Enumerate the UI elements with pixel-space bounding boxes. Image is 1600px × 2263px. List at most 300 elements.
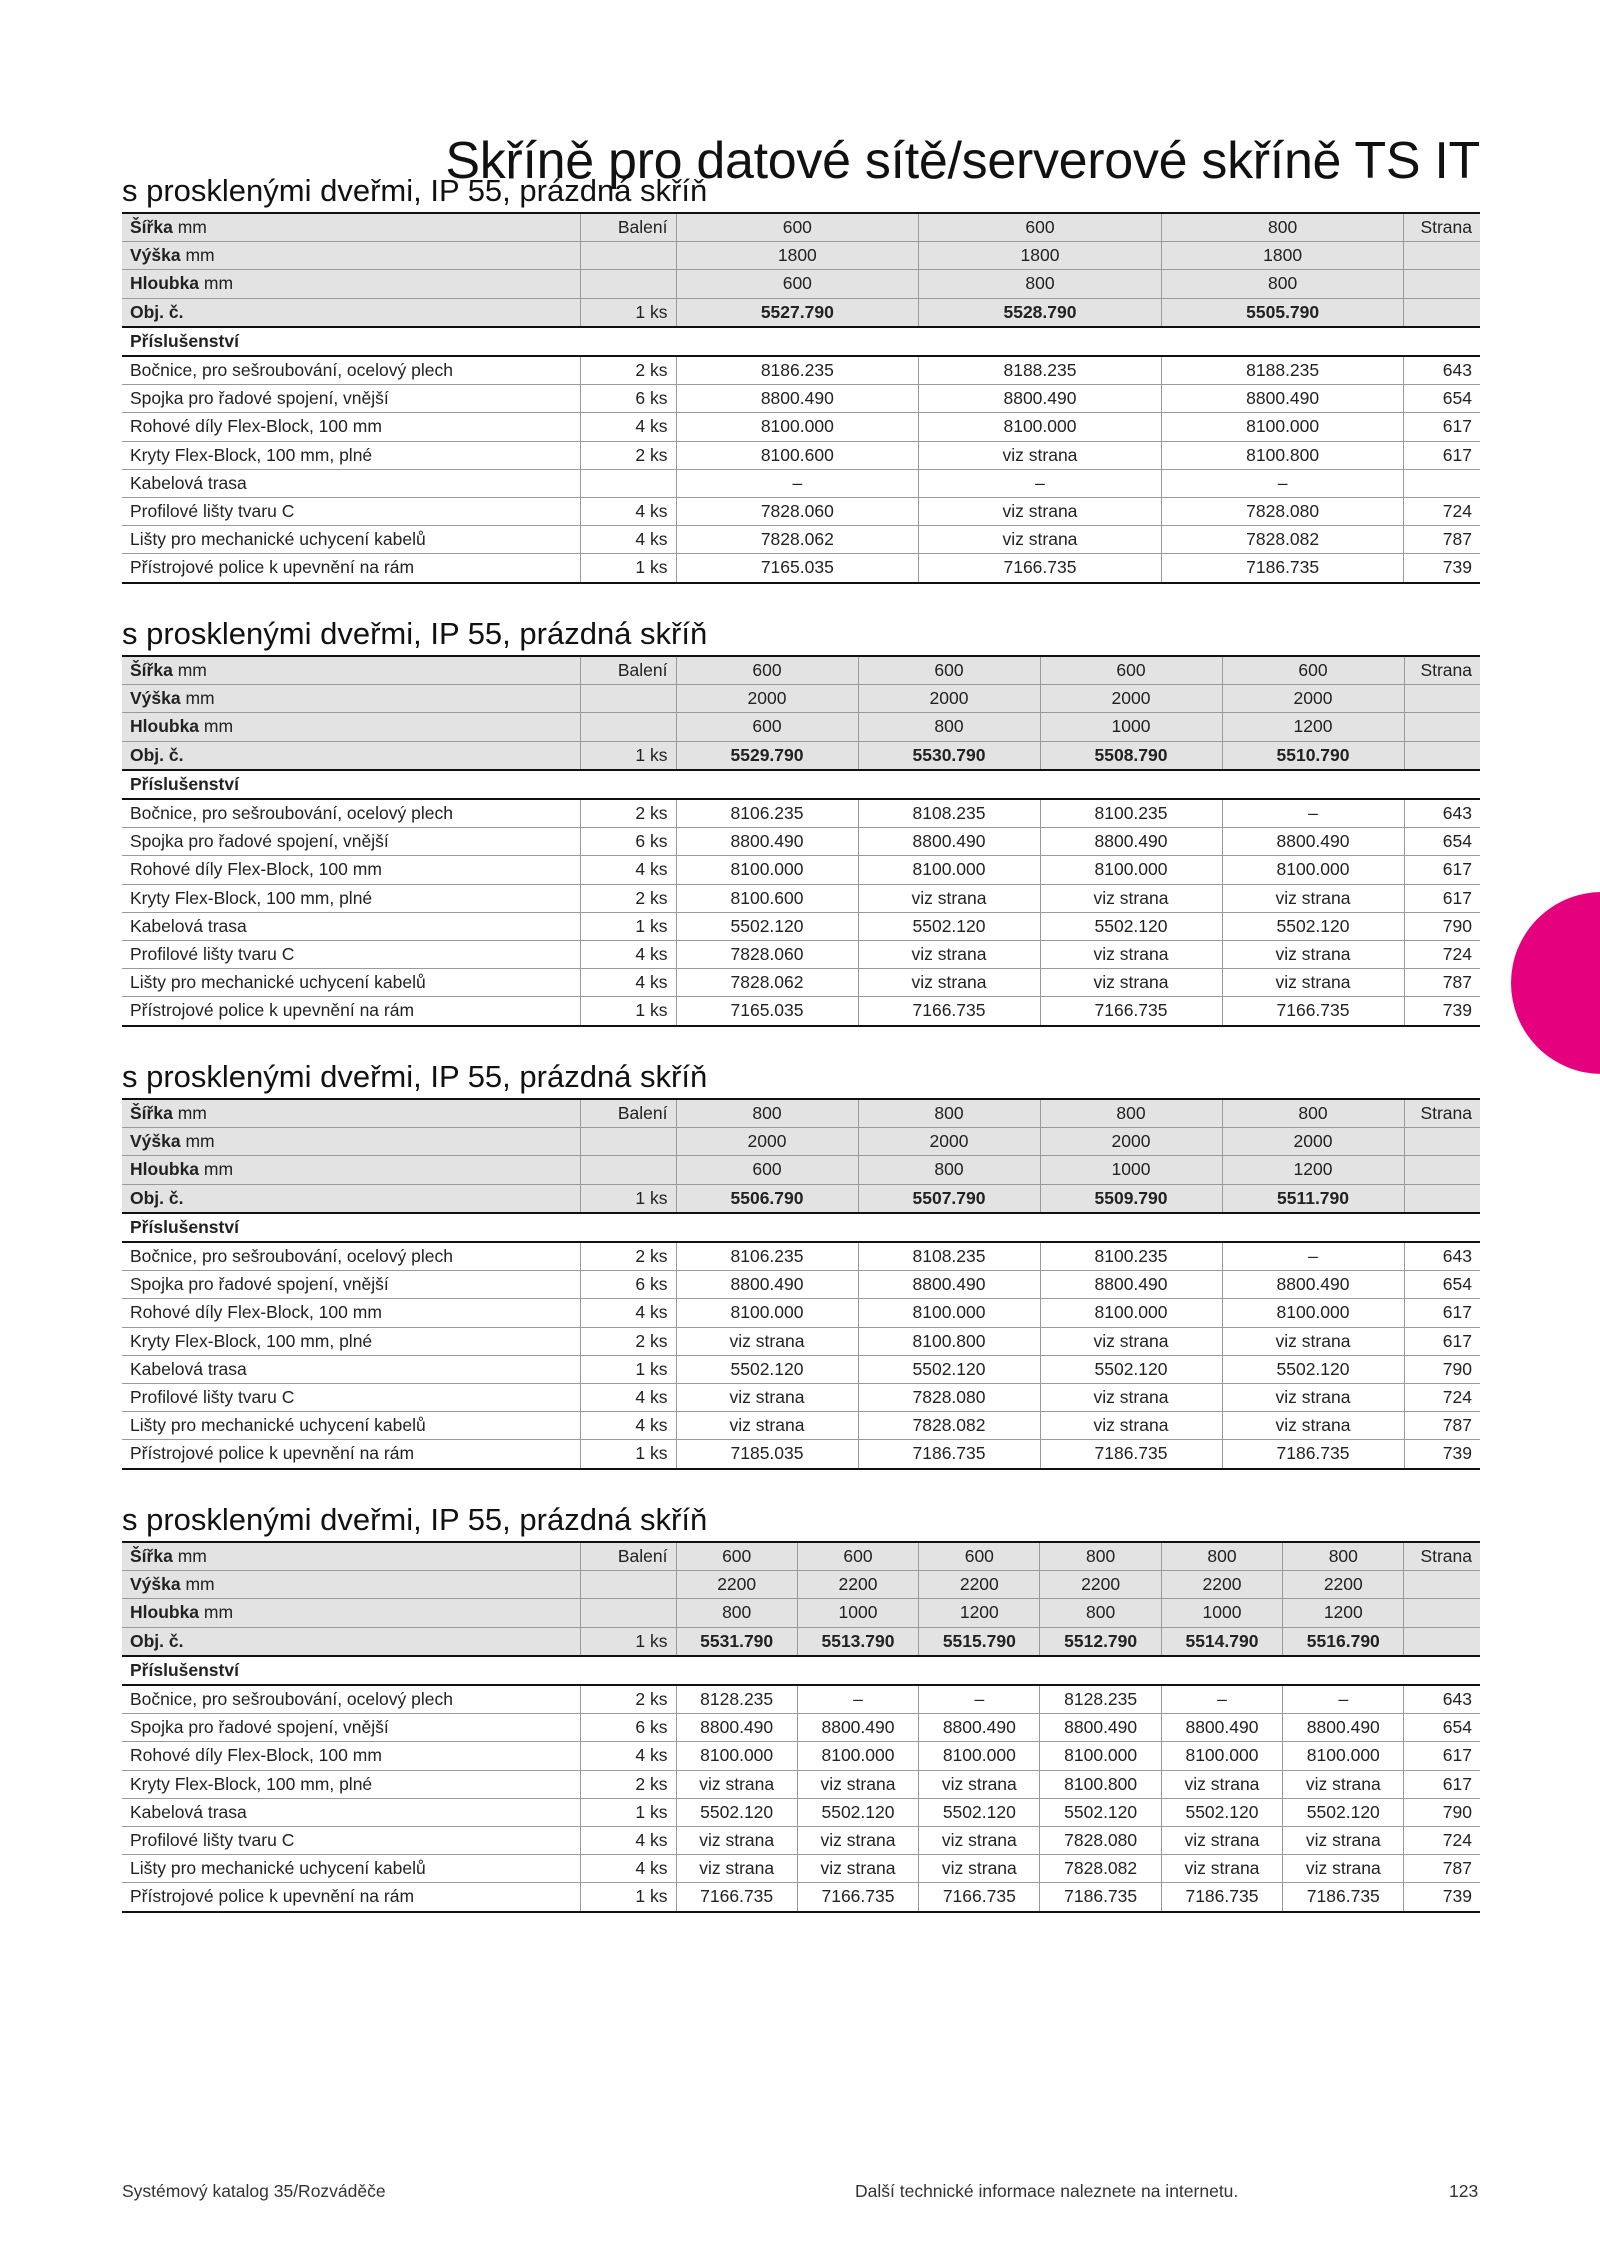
height-row-value: 2000 [676, 1128, 858, 1156]
accessory-order-number: 7186.735 [1161, 1883, 1282, 1912]
width-row-value: 600 [1040, 656, 1222, 685]
accessory-order-number: 8100.000 [676, 1299, 858, 1327]
height-row-page [1404, 242, 1480, 270]
order-number-row-value: 5527.790 [676, 298, 919, 327]
width-row [122, 213, 1480, 242]
accessory-order-number: 7186.735 [1161, 554, 1404, 583]
accessory-name: Lišty pro mechanické uchycení kabelů [122, 526, 580, 554]
accessory-order-number: viz strana [1222, 1384, 1404, 1412]
order-number-row [122, 298, 1480, 327]
footer-catalog-name: Systémový katalog 35/Rozváděče [122, 2181, 386, 2201]
accessory-name: Přístrojové police k upevnění na rám [122, 1883, 580, 1912]
order-number-row-value: 5509.790 [1040, 1184, 1222, 1213]
depth-row-value: 1200 [1222, 713, 1404, 741]
accessory-order-number: 8100.000 [1040, 1299, 1222, 1327]
order-number-row-value: 5516.790 [1283, 1627, 1404, 1656]
accessory-order-number: 8800.490 [1161, 385, 1404, 413]
accessory-name: Spojka pro řadové spojení, vnější [122, 385, 580, 413]
accessory-order-number: 7166.735 [797, 1883, 918, 1912]
accessory-page-ref: 643 [1404, 1685, 1480, 1714]
accessory-order-number: viz strana [1222, 969, 1404, 997]
accessory-row [122, 912, 1480, 940]
accessory-pack: 4 ks [580, 969, 676, 997]
height-row-value: 2200 [797, 1571, 918, 1599]
depth-row-label: Hloubka mm [122, 270, 580, 298]
height-row-value: 2000 [676, 685, 858, 713]
accessory-order-number: 7828.080 [1040, 1827, 1161, 1855]
accessory-order-number: viz strana [1222, 941, 1404, 969]
depth-row-label: Hloubka mm [122, 1156, 580, 1184]
accessory-order-number: 8100.000 [1222, 1299, 1404, 1327]
order-number-row-pack: 1 ks [580, 741, 676, 770]
order-number-row [122, 1184, 1480, 1213]
height-row-value: 2200 [1161, 1571, 1282, 1599]
accessory-pack: 6 ks [580, 828, 676, 856]
accessory-order-number: 7185.035 [676, 1440, 858, 1469]
accessory-order-number: 8100.000 [1040, 856, 1222, 884]
accessories-heading: Příslušenství [122, 770, 1480, 799]
accessory-page-ref: 724 [1404, 1827, 1480, 1855]
width-row-value: 600 [676, 213, 919, 242]
accessory-order-number: 7828.082 [858, 1412, 1040, 1440]
accessory-pack: 6 ks [580, 1714, 676, 1742]
width-row-page: Strana [1404, 213, 1480, 242]
accessory-order-number: 8100.000 [676, 413, 919, 441]
accessory-pack: 2 ks [580, 356, 676, 385]
accessory-order-number: 7186.735 [1040, 1440, 1222, 1469]
accessory-row [122, 1384, 1480, 1412]
width-row-pack: Balení [580, 656, 676, 685]
width-row-value: 600 [919, 213, 1162, 242]
accessories-heading-row [122, 1213, 1480, 1242]
order-number-row-value: 5510.790 [1222, 741, 1404, 770]
height-row-value: 2200 [1040, 1571, 1161, 1599]
accessory-order-number: 8100.000 [1161, 413, 1404, 441]
accessory-row [122, 828, 1480, 856]
spec-table [122, 655, 1480, 1027]
accessory-pack: 4 ks [580, 1412, 676, 1440]
accessory-name: Přístrojové police k upevnění na rám [122, 1440, 580, 1469]
accessory-order-number: viz strana [1283, 1827, 1404, 1855]
order-number-row-value: 5530.790 [858, 741, 1040, 770]
accessory-order-number: 8106.235 [676, 799, 858, 828]
accessory-name: Kabelová trasa [122, 1355, 580, 1383]
width-row-value: 800 [1161, 1542, 1282, 1571]
height-row-page [1404, 1571, 1480, 1599]
accessory-pack: 2 ks [580, 1327, 676, 1355]
depth-row-value: 800 [919, 270, 1162, 298]
footer-page-number: 123 [1449, 2181, 1479, 2201]
accessories-heading-row [122, 327, 1480, 356]
accessory-order-number: 5502.120 [1222, 912, 1404, 940]
depth-row-value: 800 [858, 1156, 1040, 1184]
accessory-order-number: – [797, 1685, 918, 1714]
accessory-order-number: viz strana [919, 1855, 1040, 1883]
height-row-value: 1800 [676, 242, 919, 270]
accessory-order-number: viz strana [1040, 969, 1222, 997]
accessory-row [122, 554, 1480, 583]
width-row-pack: Balení [580, 1542, 676, 1571]
order-number-row-value: 5505.790 [1161, 298, 1404, 327]
accessory-order-number: viz strana [1161, 1770, 1282, 1798]
accessory-order-number: 7828.062 [676, 526, 919, 554]
spec-section [122, 615, 1480, 1027]
accessory-pack: 1 ks [580, 1883, 676, 1912]
width-row-page: Strana [1404, 1099, 1480, 1128]
accessories-heading: Příslušenství [122, 1213, 1480, 1242]
accessory-order-number: 8108.235 [858, 799, 1040, 828]
order-number-row-value: 5513.790 [797, 1627, 918, 1656]
accessory-order-number: viz strana [676, 1384, 858, 1412]
accessory-order-number: 8100.800 [1161, 441, 1404, 469]
spec-table [122, 1541, 1480, 1913]
accessory-order-number: 7186.735 [1222, 1440, 1404, 1469]
accessory-pack: 1 ks [580, 1440, 676, 1469]
height-row-value: 2200 [1283, 1571, 1404, 1599]
accessory-name: Kryty Flex-Block, 100 mm, plné [122, 884, 580, 912]
accessory-name: Lišty pro mechanické uchycení kabelů [122, 969, 580, 997]
accessory-order-number: 7828.080 [1161, 498, 1404, 526]
accessory-name: Lišty pro mechanické uchycení kabelů [122, 1855, 580, 1883]
accessory-order-number: 8800.490 [1283, 1714, 1404, 1742]
accessory-order-number: 8100.235 [1040, 1242, 1222, 1271]
accessory-order-number: 7828.060 [676, 498, 919, 526]
accessory-page-ref: 654 [1404, 1271, 1480, 1299]
accessory-pack: 6 ks [580, 1271, 676, 1299]
height-row-value: 2200 [919, 1571, 1040, 1599]
depth-row-value: 800 [858, 713, 1040, 741]
accessory-order-number: viz strana [1040, 884, 1222, 912]
height-row-page [1404, 1128, 1480, 1156]
height-row-page [1404, 685, 1480, 713]
accessory-page-ref: 617 [1404, 413, 1480, 441]
accessory-order-number: viz strana [1040, 941, 1222, 969]
accessory-page-ref: 654 [1404, 828, 1480, 856]
accessory-row [122, 356, 1480, 385]
accessory-row [122, 1855, 1480, 1883]
accessory-page-ref: 790 [1404, 912, 1480, 940]
accessory-page-ref: 790 [1404, 1355, 1480, 1383]
accessory-page-ref: 643 [1404, 799, 1480, 828]
accessory-order-number: 8800.490 [858, 828, 1040, 856]
accessory-pack: 4 ks [580, 526, 676, 554]
depth-row-value: 800 [1161, 270, 1404, 298]
depth-row [122, 270, 1480, 298]
accessory-row [122, 1742, 1480, 1770]
accessory-order-number: 8100.000 [1161, 1742, 1282, 1770]
accessory-pack: 4 ks [580, 1827, 676, 1855]
accessory-order-number: viz strana [1283, 1855, 1404, 1883]
accessory-pack: 4 ks [580, 941, 676, 969]
accessory-order-number: 5502.120 [797, 1798, 918, 1826]
accessory-page-ref: 654 [1404, 1714, 1480, 1742]
depth-row-value: 1000 [1040, 1156, 1222, 1184]
accessory-name: Přístrojové police k upevnění na rám [122, 997, 580, 1026]
accessory-order-number: viz strana [858, 941, 1040, 969]
accessory-order-number: 8106.235 [676, 1242, 858, 1271]
accessory-pack: 6 ks [580, 385, 676, 413]
page-title: Skříně pro datové sítě/serverové skříně TS IT [445, 131, 1480, 190]
width-row-value: 800 [1040, 1099, 1222, 1128]
order-number-row-value: 5528.790 [919, 298, 1162, 327]
height-row [122, 1128, 1480, 1156]
height-row [122, 685, 1480, 713]
accessory-row [122, 884, 1480, 912]
width-row-value: 800 [1222, 1099, 1404, 1128]
depth-row-pack [580, 713, 676, 741]
accessory-name: Rohové díly Flex-Block, 100 mm [122, 413, 580, 441]
spec-table [122, 1098, 1480, 1470]
accessory-order-number: viz strana [919, 498, 1162, 526]
width-row-label: Šířka mm [122, 1099, 580, 1128]
accessory-order-number: 7186.735 [858, 1440, 1040, 1469]
accessory-pack: 4 ks [580, 1384, 676, 1412]
depth-row-value: 600 [676, 1156, 858, 1184]
width-row [122, 656, 1480, 685]
section-title: s prosklenými dveřmi, IP 55, prázdná skříň [122, 173, 708, 208]
accessory-row [122, 385, 1480, 413]
accessory-order-number: 7828.062 [676, 969, 858, 997]
accessory-name: Přístrojové police k upevnění na rám [122, 554, 580, 583]
accessory-order-number: 5502.120 [1040, 912, 1222, 940]
depth-row-value: 600 [676, 270, 919, 298]
accessory-pack: 4 ks [580, 498, 676, 526]
depth-row-page [1404, 1156, 1480, 1184]
accessory-page-ref: 617 [1404, 1770, 1480, 1798]
accessory-order-number: 5502.120 [1161, 1798, 1282, 1826]
accessory-order-number: 8800.490 [1040, 1271, 1222, 1299]
accessory-name: Kabelová trasa [122, 1798, 580, 1826]
width-row-value: 800 [1283, 1542, 1404, 1571]
accessory-pack: 4 ks [580, 856, 676, 884]
accessory-pack: 2 ks [580, 1770, 676, 1798]
accessory-row [122, 1440, 1480, 1469]
width-row-value: 600 [858, 656, 1040, 685]
spec-section [122, 1058, 1480, 1470]
width-row-label: Šířka mm [122, 656, 580, 685]
accessories-heading: Příslušenství [122, 1656, 1480, 1685]
accessory-pack: 2 ks [580, 799, 676, 828]
order-number-row-page [1404, 1627, 1480, 1656]
accessory-pack: 4 ks [580, 413, 676, 441]
width-row [122, 1099, 1480, 1128]
accessory-page-ref: 617 [1404, 1299, 1480, 1327]
accessory-order-number: 8100.600 [676, 884, 858, 912]
accessory-order-number: 8800.490 [1040, 1714, 1161, 1742]
width-row-pack: Balení [580, 213, 676, 242]
order-number-row-value: 5514.790 [1161, 1627, 1282, 1656]
accessory-page-ref: 787 [1404, 1855, 1480, 1883]
accessory-order-number: – [1283, 1685, 1404, 1714]
accessory-order-number: 8800.490 [797, 1714, 918, 1742]
section-tab-marker [1511, 892, 1600, 1074]
accessory-row [122, 1327, 1480, 1355]
accessory-row [122, 1827, 1480, 1855]
accessory-order-number: 8800.490 [919, 385, 1162, 413]
accessory-order-number: 8800.490 [1222, 1271, 1404, 1299]
accessory-order-number: 8100.000 [858, 1299, 1040, 1327]
accessory-order-number: viz strana [1222, 884, 1404, 912]
height-row-pack [580, 1128, 676, 1156]
footer-info-note: Další technické informace naleznete na internetu. [855, 2181, 1239, 2201]
accessory-order-number: 5502.120 [858, 912, 1040, 940]
accessory-pack: 2 ks [580, 1242, 676, 1271]
width-row-page: Strana [1404, 1542, 1480, 1571]
accessory-order-number: viz strana [1222, 1412, 1404, 1440]
accessory-pack: 1 ks [580, 554, 676, 583]
spec-section [122, 1501, 1480, 1913]
accessory-order-number: viz strana [919, 1827, 1040, 1855]
accessory-order-number: 5502.120 [1040, 1355, 1222, 1383]
accessory-pack: 4 ks [580, 1742, 676, 1770]
accessory-row [122, 1242, 1480, 1271]
accessory-order-number: 8100.800 [1040, 1770, 1161, 1798]
width-row-value: 800 [1040, 1542, 1161, 1571]
width-row-page: Strana [1404, 656, 1480, 685]
accessory-order-number: 7166.735 [1040, 997, 1222, 1026]
height-row-value: 1800 [1161, 242, 1404, 270]
accessory-order-number: viz strana [676, 1855, 797, 1883]
accessory-order-number: 7186.735 [1040, 1883, 1161, 1912]
depth-row-page [1404, 1599, 1480, 1627]
accessory-page-ref: 617 [1404, 856, 1480, 884]
accessory-order-number: 8800.490 [919, 1714, 1040, 1742]
height-row-value: 2000 [858, 685, 1040, 713]
accessory-order-number: viz strana [1040, 1412, 1222, 1440]
spec-section [122, 172, 1480, 584]
accessory-order-number: 8800.490 [1222, 828, 1404, 856]
accessory-page-ref [1404, 469, 1480, 497]
accessory-page-ref: 787 [1404, 969, 1480, 997]
accessory-order-number: viz strana [797, 1827, 918, 1855]
accessory-order-number: 8800.490 [1040, 828, 1222, 856]
accessory-name: Bočnice, pro sešroubování, ocelový plech [122, 356, 580, 385]
accessory-order-number: 8188.235 [1161, 356, 1404, 385]
accessory-row [122, 1798, 1480, 1826]
accessory-name: Spojka pro řadové spojení, vnější [122, 1714, 580, 1742]
accessory-page-ref: 617 [1404, 884, 1480, 912]
depth-row-page [1404, 270, 1480, 298]
accessory-order-number: 8100.000 [797, 1742, 918, 1770]
accessory-order-number: 8100.800 [858, 1327, 1040, 1355]
accessory-page-ref: 617 [1404, 1742, 1480, 1770]
accessory-order-number: 8100.000 [1040, 1742, 1161, 1770]
depth-row [122, 713, 1480, 741]
accessory-order-number: – [1222, 799, 1404, 828]
width-row-label: Šířka mm [122, 213, 580, 242]
order-number-row-label: Obj. č. [122, 1184, 580, 1213]
accessory-row [122, 526, 1480, 554]
accessory-page-ref: 643 [1404, 356, 1480, 385]
accessory-row [122, 1412, 1480, 1440]
height-row [122, 1571, 1480, 1599]
accessory-order-number: 8800.490 [1161, 1714, 1282, 1742]
accessory-page-ref: 739 [1404, 554, 1480, 583]
height-row [122, 242, 1480, 270]
accessory-name: Profilové lišty tvaru C [122, 1827, 580, 1855]
accessory-name: Spojka pro řadové spojení, vnější [122, 828, 580, 856]
accessory-page-ref: 724 [1404, 498, 1480, 526]
accessory-order-number: 7166.735 [919, 554, 1162, 583]
width-row-value: 800 [1161, 213, 1404, 242]
accessory-order-number: 7828.082 [1040, 1855, 1161, 1883]
depth-row-label: Hloubka mm [122, 1599, 580, 1627]
accessory-row [122, 1299, 1480, 1327]
accessory-order-number: 8800.490 [676, 828, 858, 856]
accessory-order-number: viz strana [676, 1770, 797, 1798]
accessory-order-number: viz strana [858, 884, 1040, 912]
accessory-page-ref: 724 [1404, 1384, 1480, 1412]
accessory-order-number: 8800.490 [676, 1271, 858, 1299]
depth-row-value: 1200 [919, 1599, 1040, 1627]
order-number-row-page [1404, 741, 1480, 770]
accessory-order-number: 7166.735 [1222, 997, 1404, 1026]
accessory-order-number: 7166.735 [919, 1883, 1040, 1912]
accessory-order-number: 8100.000 [919, 1742, 1040, 1770]
depth-row-value: 1000 [797, 1599, 918, 1627]
width-row-value: 600 [676, 656, 858, 685]
order-number-row-value: 5507.790 [858, 1184, 1040, 1213]
accessory-name: Kryty Flex-Block, 100 mm, plné [122, 441, 580, 469]
accessory-row [122, 1770, 1480, 1798]
accessory-row [122, 1355, 1480, 1383]
accessory-page-ref: 724 [1404, 941, 1480, 969]
accessory-order-number: viz strana [676, 1827, 797, 1855]
accessory-order-number: 5502.120 [1222, 1355, 1404, 1383]
accessory-name: Kabelová trasa [122, 469, 580, 497]
height-row-value: 2200 [676, 1571, 797, 1599]
height-row-value: 2000 [1040, 1128, 1222, 1156]
accessory-order-number: viz strana [1040, 1384, 1222, 1412]
accessory-order-number: 7186.735 [1283, 1883, 1404, 1912]
accessory-order-number: 8800.490 [676, 385, 919, 413]
accessory-order-number: 5502.120 [676, 1355, 858, 1383]
order-number-row-value: 5506.790 [676, 1184, 858, 1213]
order-number-row-value: 5515.790 [919, 1627, 1040, 1656]
order-number-row-label: Obj. č. [122, 298, 580, 327]
accessory-pack: 1 ks [580, 1355, 676, 1383]
accessory-order-number: 5502.120 [858, 1355, 1040, 1383]
depth-row-value: 800 [676, 1599, 797, 1627]
depth-row-pack [580, 1156, 676, 1184]
width-row-value: 600 [1222, 656, 1404, 685]
order-number-row-label: Obj. č. [122, 1627, 580, 1656]
accessory-row [122, 1714, 1480, 1742]
height-row-label: Výška mm [122, 685, 580, 713]
accessory-order-number: 5502.120 [676, 912, 858, 940]
depth-row-value: 1200 [1283, 1599, 1404, 1627]
height-row-pack [580, 242, 676, 270]
accessory-order-number: 8100.235 [1040, 799, 1222, 828]
accessory-order-number: – [1161, 1685, 1282, 1714]
accessory-name: Spojka pro řadové spojení, vnější [122, 1271, 580, 1299]
accessory-row [122, 997, 1480, 1026]
accessory-page-ref: 643 [1404, 1242, 1480, 1271]
width-row-value: 800 [676, 1099, 858, 1128]
accessory-order-number: viz strana [797, 1770, 918, 1798]
order-number-row-pack: 1 ks [580, 1627, 676, 1656]
width-row-value: 600 [797, 1542, 918, 1571]
accessory-order-number: – [676, 469, 919, 497]
height-row-label: Výška mm [122, 1571, 580, 1599]
accessory-order-number: 7828.080 [858, 1384, 1040, 1412]
accessory-order-number: viz strana [797, 1855, 918, 1883]
spec-table [122, 212, 1480, 584]
order-number-row [122, 1627, 1480, 1656]
depth-row-value: 1000 [1040, 713, 1222, 741]
depth-row-value: 800 [1040, 1599, 1161, 1627]
accessory-order-number: 8100.000 [676, 856, 858, 884]
